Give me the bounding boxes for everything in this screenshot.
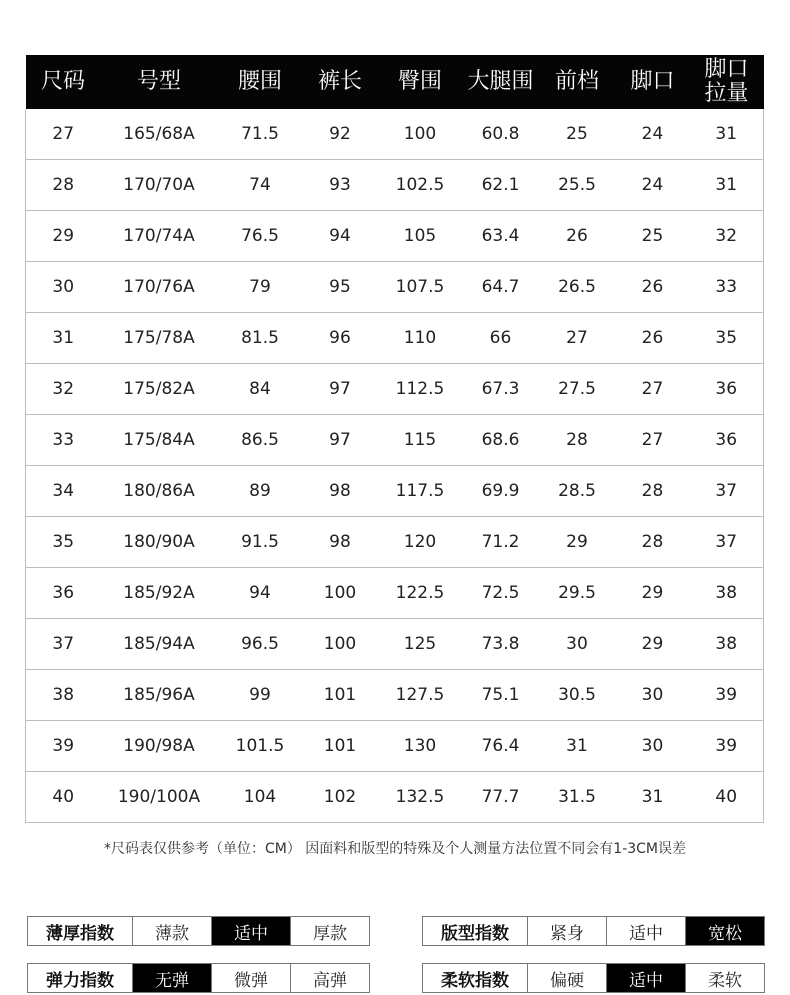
header-hip: 臀围: [378, 55, 463, 109]
table-row: [26, 568, 764, 619]
table-cell: 94: [303, 211, 378, 262]
softness-index-label: 柔软指数: [441, 970, 509, 991]
table-cell: 40: [26, 772, 101, 823]
table-cell: 35: [26, 517, 101, 568]
table-cell: 165/68A: [101, 109, 218, 160]
table-cell: 27: [26, 109, 101, 160]
stretch-index-option: 微弹: [211, 964, 290, 992]
table-cell: 29.5: [539, 568, 616, 619]
table-cell: 89: [218, 466, 303, 517]
table-cell: 29: [539, 517, 616, 568]
table-cell: 104: [218, 772, 303, 823]
table-cell: 190/98A: [101, 721, 218, 772]
softness-index-option: 适中: [606, 964, 685, 992]
table-cell: 79: [218, 262, 303, 313]
table-cell: 38: [690, 568, 764, 619]
table-cell: 100: [303, 619, 378, 670]
table-cell: 29: [616, 619, 690, 670]
table-cell: 28: [539, 415, 616, 466]
table-cell: 39: [690, 670, 764, 721]
table-cell: 185/92A: [101, 568, 218, 619]
table-cell: 122.5: [378, 568, 463, 619]
table-row: [26, 313, 764, 364]
table-row: [26, 415, 764, 466]
table-cell: 30: [539, 619, 616, 670]
table-cell: 180/86A: [101, 466, 218, 517]
thickness-index-label: 薄厚指数: [46, 923, 114, 944]
table-cell: 30.5: [539, 670, 616, 721]
table-header-row: [26, 55, 764, 109]
table-cell: 71.2: [463, 517, 539, 568]
table-cell: 117.5: [378, 466, 463, 517]
table-cell: 35: [690, 313, 764, 364]
stretch-index: [27, 963, 370, 993]
table-cell: 74: [218, 160, 303, 211]
table-cell: 102: [303, 772, 378, 823]
table-cell: 101.5: [218, 721, 303, 772]
table-cell: 86.5: [218, 415, 303, 466]
table-row: [26, 721, 764, 772]
fit-index-option: 宽松: [685, 917, 764, 945]
table-cell: 100: [303, 568, 378, 619]
table-cell: 190/100A: [101, 772, 218, 823]
table-row: [26, 772, 764, 823]
table-cell: 98: [303, 517, 378, 568]
table-cell: 27.5: [539, 364, 616, 415]
table-cell: 24: [616, 160, 690, 211]
table-cell: 24: [616, 109, 690, 160]
header-front-rise: 前档: [539, 55, 616, 109]
table-cell: 68.6: [463, 415, 539, 466]
table-cell: 73.8: [463, 619, 539, 670]
table-cell: 38: [26, 670, 101, 721]
size-note: *尺码表仅供参考（单位：CM） 因面料和版型的特殊及个人测量方法位置不同会有1-3CM误差: [103, 841, 687, 857]
table-cell: 31.5: [539, 772, 616, 823]
table-cell: 175/78A: [101, 313, 218, 364]
table-cell: 102.5: [378, 160, 463, 211]
table-row: [26, 160, 764, 211]
table-cell: 76.5: [218, 211, 303, 262]
table-cell: 92: [303, 109, 378, 160]
table-cell: 31: [26, 313, 101, 364]
table-row: [26, 466, 764, 517]
table-cell: 27: [616, 415, 690, 466]
table-cell: 28.5: [539, 466, 616, 517]
table-cell: 97: [303, 415, 378, 466]
table-cell: 31: [616, 772, 690, 823]
table-cell: 36: [26, 568, 101, 619]
table-cell: 26: [616, 262, 690, 313]
fit-index-label: 版型指数: [441, 923, 509, 944]
stretch-index-label: 弹力指数: [46, 970, 114, 991]
table-cell: 29: [26, 211, 101, 262]
table-cell: 37: [690, 466, 764, 517]
table-cell: 180/90A: [101, 517, 218, 568]
header-model: 号型: [101, 55, 218, 109]
table-row: [26, 109, 764, 160]
table-cell: 170/70A: [101, 160, 218, 211]
table-row: [26, 211, 764, 262]
table-cell: 170/74A: [101, 211, 218, 262]
table-cell: 67.3: [463, 364, 539, 415]
table-cell: 175/82A: [101, 364, 218, 415]
table-cell: 25.5: [539, 160, 616, 211]
table-cell: 91.5: [218, 517, 303, 568]
table-cell: 125: [378, 619, 463, 670]
stretch-index-option: 高弹: [290, 964, 369, 992]
table-cell: 31: [690, 109, 764, 160]
table-cell: 69.9: [463, 466, 539, 517]
table-row: [26, 262, 764, 313]
table-cell: 93: [303, 160, 378, 211]
table-cell: 30: [616, 670, 690, 721]
table-cell: 110: [378, 313, 463, 364]
table-cell: 185/96A: [101, 670, 218, 721]
table-cell: 30: [26, 262, 101, 313]
table-cell: 66: [463, 313, 539, 364]
table-cell: 28: [616, 466, 690, 517]
stretch-index-option: 无弹: [132, 964, 211, 992]
table-cell: 34: [26, 466, 101, 517]
table-cell: 120: [378, 517, 463, 568]
table-cell: 30: [616, 721, 690, 772]
table-cell: 81.5: [218, 313, 303, 364]
table-cell: 72.5: [463, 568, 539, 619]
table-cell: 115: [378, 415, 463, 466]
fit-index: [422, 916, 765, 946]
table-cell: 32: [26, 364, 101, 415]
table-cell: 28: [26, 160, 101, 211]
table-cell: 40: [690, 772, 764, 823]
table-cell: 27: [616, 364, 690, 415]
table-cell: 33: [690, 262, 764, 313]
table-cell: 97: [303, 364, 378, 415]
table-cell: 60.8: [463, 109, 539, 160]
header-thigh: 大腿围: [463, 55, 539, 109]
table-cell: 127.5: [378, 670, 463, 721]
table-cell: 96: [303, 313, 378, 364]
thickness-index-option: 厚款: [290, 917, 369, 945]
table-cell: 28: [616, 517, 690, 568]
table-cell: 39: [26, 721, 101, 772]
header-leg-opening: 脚口: [616, 55, 690, 109]
header-waist: 腰围: [218, 55, 303, 109]
table-cell: 175/84A: [101, 415, 218, 466]
table-cell: 63.4: [463, 211, 539, 262]
table-cell: 31: [539, 721, 616, 772]
table-cell: 99: [218, 670, 303, 721]
table-cell: 26.5: [539, 262, 616, 313]
table-cell: 98: [303, 466, 378, 517]
header-size: 尺码: [26, 55, 101, 109]
fit-index-option: 适中: [606, 917, 685, 945]
table-cell: 130: [378, 721, 463, 772]
header-length: 裤长: [303, 55, 378, 109]
softness-index: [422, 963, 765, 993]
table-cell: 101: [303, 721, 378, 772]
table-cell: 36: [690, 364, 764, 415]
table-cell: 26: [616, 313, 690, 364]
table-cell: 84: [218, 364, 303, 415]
table-cell: 71.5: [218, 109, 303, 160]
table-cell: 100: [378, 109, 463, 160]
table-cell: 25: [539, 109, 616, 160]
table-cell: 105: [378, 211, 463, 262]
table-row: [26, 670, 764, 721]
table-cell: 64.7: [463, 262, 539, 313]
fit-index-option: 紧身: [527, 917, 606, 945]
table-cell: 101: [303, 670, 378, 721]
table-row: [26, 517, 764, 568]
thickness-index: [27, 916, 370, 946]
table-cell: 36: [690, 415, 764, 466]
table-cell: 31: [690, 160, 764, 211]
table-cell: 112.5: [378, 364, 463, 415]
table-cell: 29: [616, 568, 690, 619]
softness-index-option: 偏硬: [527, 964, 606, 992]
table-row: [26, 364, 764, 415]
table-cell: 185/94A: [101, 619, 218, 670]
thickness-index-option: 薄款: [132, 917, 211, 945]
table-cell: 76.4: [463, 721, 539, 772]
softness-index-option: 柔软: [685, 964, 764, 992]
table-cell: 77.7: [463, 772, 539, 823]
table-cell: 132.5: [378, 772, 463, 823]
table-cell: 32: [690, 211, 764, 262]
table-cell: 62.1: [463, 160, 539, 211]
table-cell: 39: [690, 721, 764, 772]
table-cell: 95: [303, 262, 378, 313]
table-cell: 38: [690, 619, 764, 670]
thickness-index-option: 适中: [211, 917, 290, 945]
size-chart-table: [25, 55, 764, 823]
table-cell: 26: [539, 211, 616, 262]
table-cell: 96.5: [218, 619, 303, 670]
table-row: [26, 619, 764, 670]
table-cell: 170/76A: [101, 262, 218, 313]
table-cell: 37: [690, 517, 764, 568]
table-cell: 27: [539, 313, 616, 364]
table-cell: 94: [218, 568, 303, 619]
table-cell: 75.1: [463, 670, 539, 721]
table-cell: 37: [26, 619, 101, 670]
table-cell: 33: [26, 415, 101, 466]
table-cell: 25: [616, 211, 690, 262]
header-leg-opening-stretch: 脚口拉量: [690, 55, 764, 109]
table-cell: 107.5: [378, 262, 463, 313]
